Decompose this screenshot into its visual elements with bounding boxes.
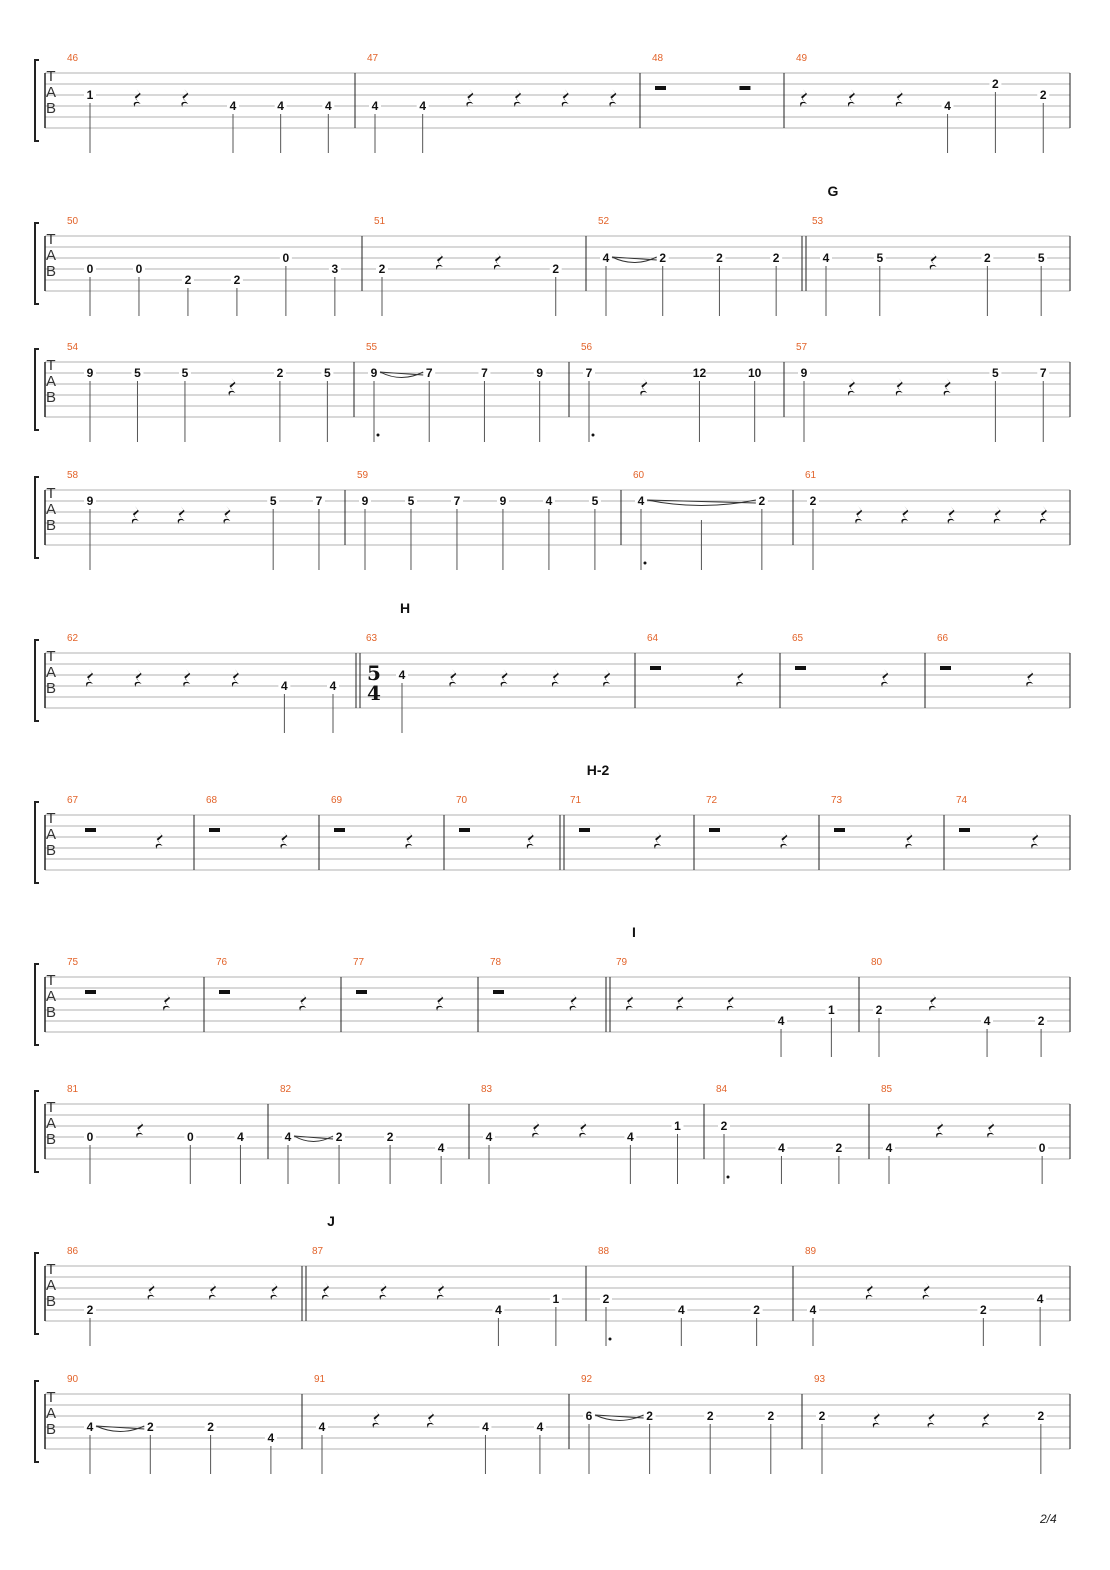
quarter-rest — [936, 1120, 943, 1138]
tab-clef-letter: A — [45, 988, 57, 1005]
quarter-rest — [727, 993, 734, 1011]
measure-number: 88 — [598, 1246, 610, 1257]
system-bracket — [35, 60, 39, 141]
quarter-rest — [373, 1410, 380, 1428]
quarter-rest — [855, 506, 862, 524]
quarter-rest — [178, 506, 185, 524]
page-number: 2/4 — [1040, 1512, 1057, 1526]
quarter-rest — [501, 669, 508, 687]
fret-number: 4 — [281, 679, 288, 693]
measure-number: 78 — [490, 957, 502, 968]
measure-number: 55 — [366, 342, 378, 353]
fret-number: 4 — [495, 1303, 502, 1317]
tab-system — [35, 1374, 1070, 1474]
fret-number: 4 — [482, 1420, 489, 1434]
measure-number: 47 — [367, 53, 379, 64]
measure-number: 46 — [67, 53, 79, 64]
quarter-rest — [736, 669, 743, 687]
tab-clef-letter: A — [45, 826, 57, 843]
measure-number: 50 — [67, 216, 79, 227]
tab-clef-letter: T — [46, 1261, 56, 1278]
system-bracket — [35, 223, 39, 304]
quarter-rest — [405, 831, 412, 849]
fret-number: 2 — [386, 1130, 394, 1144]
quarter-rest — [609, 89, 616, 107]
fret-number: 7 — [425, 366, 433, 380]
tab-clef-letter: B — [45, 842, 57, 859]
fret-number: 7 — [315, 494, 323, 508]
measure-number: 92 — [581, 1374, 593, 1385]
tab-clef-letter: B — [45, 680, 57, 697]
section-marker: H — [399, 600, 411, 616]
fret-number: 5 — [407, 494, 415, 508]
tab-clef-letter: T — [46, 357, 56, 374]
measure-number: 59 — [357, 470, 369, 481]
fret-number: 2 — [809, 494, 817, 508]
quarter-rest — [494, 252, 501, 270]
fret-number: 1 — [828, 1003, 835, 1017]
tab-system — [35, 600, 1070, 733]
quarter-rest — [780, 831, 787, 849]
quarter-rest — [181, 89, 188, 107]
fret-number: 4 — [822, 251, 830, 265]
tab-system — [35, 1213, 1070, 1346]
quarter-rest — [223, 506, 230, 524]
fret-number: 2 — [233, 273, 241, 287]
fret-number: 2 — [772, 251, 780, 265]
quarter-rest — [640, 378, 647, 396]
fret-number: 4 — [1036, 1292, 1044, 1306]
measure-number: 54 — [67, 342, 79, 353]
fret-number: 4 — [437, 1141, 445, 1155]
fret-number: 9 — [800, 366, 808, 380]
tab-system — [35, 53, 1070, 153]
half-rest — [85, 828, 96, 832]
measure-number: 52 — [598, 216, 610, 227]
quarter-rest — [923, 1282, 930, 1300]
fret-number: 2 — [1037, 1409, 1045, 1423]
measure-number: 80 — [871, 957, 883, 968]
quarter-rest — [280, 831, 287, 849]
measure-number: 62 — [67, 633, 79, 644]
tab-clef-letter: B — [45, 263, 57, 280]
measure-number: 91 — [314, 1374, 326, 1385]
fret-number: 7 — [453, 494, 461, 508]
system-bracket — [35, 349, 39, 430]
measure-number: 89 — [805, 1246, 817, 1257]
measure-number: 84 — [716, 1084, 728, 1095]
tab-clef-letter: A — [45, 84, 57, 101]
quarter-rest — [163, 993, 170, 1011]
quarter-rest — [570, 993, 577, 1011]
section-marker: H-2 — [586, 762, 610, 778]
fret-number: 0 — [1038, 1141, 1046, 1155]
fret-number: 9 — [499, 494, 507, 508]
measure-number: 48 — [652, 53, 664, 64]
fret-number: 2 — [992, 77, 999, 91]
quarter-rest — [929, 993, 936, 1011]
rhythm-dot — [377, 434, 380, 437]
tab-clef-letter: B — [45, 1421, 57, 1438]
measure-number: 74 — [956, 795, 968, 806]
measure-number: 87 — [312, 1246, 324, 1257]
quarter-rest — [209, 1282, 216, 1300]
half-rest — [334, 828, 345, 832]
fret-number: 6 — [585, 1409, 593, 1423]
tab-clef-letter: T — [46, 648, 56, 665]
fret-number: 4 — [277, 99, 284, 113]
fret-number: 1 — [552, 1292, 560, 1306]
measure-number: 63 — [366, 633, 378, 644]
fret-number: 2 — [716, 251, 723, 265]
measure-number: 71 — [570, 795, 582, 806]
measure-number: 49 — [796, 53, 808, 64]
quarter-rest — [881, 669, 888, 687]
measure-number: 81 — [67, 1084, 79, 1095]
fret-number: 2 — [835, 1141, 843, 1155]
measure-number: 66 — [937, 633, 949, 644]
quarter-rest — [532, 1120, 539, 1138]
quarter-rest — [901, 506, 908, 524]
quarter-rest — [436, 993, 443, 1011]
fret-number: 4 — [545, 494, 553, 508]
fret-number: 0 — [86, 262, 94, 276]
fret-number: 4 — [627, 1130, 634, 1144]
quarter-rest — [873, 1410, 880, 1428]
half-rest — [459, 828, 470, 832]
tab-clef-letter: T — [46, 68, 56, 85]
quarter-rest — [562, 89, 569, 107]
fret-number: 2 — [276, 366, 284, 380]
fret-number: 2 — [335, 1130, 343, 1144]
tab-clef-letter: A — [45, 1277, 57, 1294]
fret-number: 4 — [237, 1130, 244, 1144]
fret-number: 2 — [86, 1303, 94, 1317]
fret-number: 4 — [485, 1130, 493, 1144]
quarter-rest — [229, 378, 236, 396]
measure-number: 69 — [331, 795, 343, 806]
fret-number: 1 — [674, 1119, 681, 1133]
time-signature-top: 5 — [367, 661, 381, 685]
fret-number: 4 — [944, 99, 951, 113]
half-rest — [85, 990, 96, 994]
fret-number: 4 — [267, 1431, 275, 1445]
tab-clef-letter: B — [45, 1004, 57, 1021]
fret-number: 5 — [324, 366, 331, 380]
half-rest — [579, 828, 590, 832]
system-bracket — [35, 802, 39, 883]
half-rest — [219, 990, 230, 994]
quarter-rest — [1031, 831, 1038, 849]
tab-clef-letter: A — [45, 664, 57, 681]
fret-number: 2 — [646, 1409, 653, 1423]
section-marker: J — [327, 1213, 335, 1229]
half-rest — [356, 990, 367, 994]
fret-number: 2 — [602, 1292, 610, 1306]
quarter-rest — [449, 669, 456, 687]
quarter-rest — [896, 89, 903, 107]
measure-number: 68 — [206, 795, 218, 806]
half-rest — [739, 86, 750, 90]
fret-number: 5 — [876, 251, 884, 265]
quarter-rest — [603, 669, 610, 687]
fret-number: 2 — [753, 1303, 760, 1317]
measure-number: 76 — [216, 957, 228, 968]
fret-number: 4 — [809, 1303, 817, 1317]
quarter-rest — [552, 669, 559, 687]
quarter-rest — [944, 378, 951, 396]
fret-number: 2 — [875, 1003, 883, 1017]
fret-number: 4 — [284, 1130, 292, 1144]
measure-number: 90 — [67, 1374, 79, 1385]
section-marker: I — [632, 924, 636, 940]
measure-number: 65 — [792, 633, 804, 644]
fret-number: 4 — [398, 668, 406, 682]
fret-number: 7 — [1039, 366, 1047, 380]
fret-number: 9 — [86, 366, 94, 380]
fret-number: 2 — [207, 1420, 214, 1434]
quarter-rest — [848, 89, 855, 107]
fret-number: 5 — [181, 366, 189, 380]
quarter-rest — [183, 669, 190, 687]
fret-number: 9 — [536, 366, 544, 380]
fret-number: 4 — [983, 1014, 991, 1028]
tab-clef-letter: T — [46, 810, 56, 827]
measure-number: 70 — [456, 795, 468, 806]
quarter-rest — [928, 1410, 935, 1428]
fret-number: 9 — [361, 494, 369, 508]
half-rest — [834, 828, 845, 832]
measure-number: 77 — [353, 957, 365, 968]
fret-number: 2 — [184, 273, 192, 287]
quarter-rest — [994, 506, 1001, 524]
quarter-rest — [86, 669, 93, 687]
tab-system — [35, 924, 1070, 1057]
half-rest — [209, 828, 220, 832]
measure-number: 61 — [805, 470, 817, 481]
measure-number: 75 — [67, 957, 79, 968]
rhythm-dot — [609, 1338, 612, 1341]
quarter-rest — [148, 1282, 155, 1300]
tab-clef-letter: A — [45, 373, 57, 390]
quarter-rest — [982, 1410, 989, 1428]
measure-number: 56 — [581, 342, 593, 353]
fret-number: 2 — [552, 262, 560, 276]
tab-clef-letter: T — [46, 1389, 56, 1406]
quarter-rest — [800, 89, 807, 107]
tab-clef-letter: B — [45, 389, 57, 406]
quarter-rest — [626, 993, 633, 1011]
tab-system — [35, 1084, 1070, 1184]
measure-number: 73 — [831, 795, 843, 806]
tab-clef-letter: T — [46, 972, 56, 989]
fret-number: 4 — [885, 1141, 893, 1155]
fret-number: 9 — [370, 366, 378, 380]
system-bracket — [35, 1381, 39, 1462]
quarter-rest — [136, 1120, 143, 1138]
measure-number: 83 — [481, 1084, 493, 1095]
tab-clef-letter: B — [45, 517, 57, 534]
fret-number: 0 — [186, 1130, 194, 1144]
tab-clef-letter: A — [45, 1115, 57, 1132]
fret-number: 4 — [371, 99, 379, 113]
fret-number: 2 — [378, 262, 386, 276]
fret-number: 2 — [1039, 88, 1047, 102]
half-rest — [493, 990, 504, 994]
quarter-rest — [654, 831, 661, 849]
fret-number: 1 — [86, 88, 94, 102]
quarter-rest — [930, 252, 937, 270]
fret-number: 5 — [992, 366, 999, 380]
measure-number: 60 — [633, 470, 645, 481]
measure-number: 64 — [647, 633, 659, 644]
tab-clef-letter: T — [46, 1099, 56, 1116]
rhythm-dot — [727, 1176, 730, 1179]
half-rest — [959, 828, 970, 832]
tab-system — [35, 183, 1070, 316]
quarter-rest — [271, 1282, 278, 1300]
fret-number: 4 — [324, 99, 332, 113]
fret-number: 3 — [331, 262, 339, 276]
tab-clef-letter: T — [46, 485, 56, 502]
rhythm-dot — [644, 562, 647, 565]
quarter-rest — [156, 831, 163, 849]
fret-number: 4 — [229, 99, 237, 113]
fret-number: 2 — [1037, 1014, 1045, 1028]
tab-system — [35, 470, 1070, 570]
fret-number: 4 — [777, 1014, 785, 1028]
fret-number: 2 — [146, 1420, 154, 1434]
quarter-rest — [1026, 669, 1033, 687]
measure-number: 79 — [616, 957, 628, 968]
tab-clef-letter: B — [45, 1293, 57, 1310]
quarter-rest — [135, 669, 142, 687]
measure-number: 93 — [814, 1374, 826, 1385]
quarter-rest — [579, 1120, 586, 1138]
fret-number: 2 — [984, 251, 991, 265]
quarter-rest — [436, 252, 443, 270]
tab-system — [35, 762, 1070, 883]
half-rest — [795, 666, 806, 670]
fret-number: 4 — [778, 1141, 785, 1155]
fret-number: 4 — [602, 251, 610, 265]
quarter-rest — [466, 89, 473, 107]
fret-number: 7 — [585, 366, 593, 380]
measure-number: 82 — [280, 1084, 292, 1095]
system-bracket — [35, 1253, 39, 1334]
measure-number: 86 — [67, 1246, 79, 1257]
system-bracket — [35, 640, 39, 721]
fret-number: 10 — [747, 366, 762, 380]
tab-clef-letter: B — [45, 100, 57, 117]
fret-number: 4 — [86, 1420, 94, 1434]
fret-number: 4 — [329, 679, 337, 693]
quarter-rest — [896, 378, 903, 396]
fret-number: 5 — [134, 366, 141, 380]
fret-number: 2 — [720, 1119, 728, 1133]
quarter-rest — [676, 993, 683, 1011]
quarter-rest — [948, 506, 955, 524]
tab-clef-letter: A — [45, 1405, 57, 1422]
half-rest — [709, 828, 720, 832]
measure-number: 57 — [796, 342, 808, 353]
fret-number: 2 — [980, 1303, 987, 1317]
fret-number: 5 — [591, 494, 599, 508]
quarter-rest — [437, 1282, 444, 1300]
fret-number: 2 — [659, 251, 667, 265]
fret-number: 7 — [481, 366, 488, 380]
measure-number: 58 — [67, 470, 79, 481]
system-bracket — [35, 1091, 39, 1172]
tab-system — [35, 342, 1070, 442]
fret-number: 2 — [818, 1409, 826, 1423]
half-rest — [650, 666, 661, 670]
fret-number: 9 — [86, 494, 94, 508]
quarter-rest — [987, 1120, 994, 1138]
measure-number: 51 — [374, 216, 386, 227]
fret-number: 5 — [269, 494, 277, 508]
system-bracket — [35, 477, 39, 558]
quarter-rest — [232, 669, 239, 687]
fret-number: 0 — [282, 251, 290, 265]
fret-number: 4 — [419, 99, 427, 113]
quarter-rest — [905, 831, 912, 849]
quarter-rest — [848, 378, 855, 396]
half-rest — [655, 86, 666, 90]
fret-number: 2 — [706, 1409, 714, 1423]
quarter-rest — [322, 1282, 329, 1300]
quarter-rest — [1040, 506, 1047, 524]
tab-clef-letter: A — [45, 247, 57, 264]
fret-number: 4 — [637, 494, 645, 508]
quarter-rest — [380, 1282, 387, 1300]
fret-number: 0 — [86, 1130, 94, 1144]
fret-number: 5 — [1037, 251, 1045, 265]
fret-number: 4 — [677, 1303, 685, 1317]
tab-clef-letter: A — [45, 501, 57, 518]
tab-clef-letter: T — [46, 231, 56, 248]
quarter-rest — [514, 89, 521, 107]
fret-number: 12 — [692, 366, 707, 380]
fret-number: 2 — [758, 494, 766, 508]
time-signature-bottom: 4 — [367, 681, 381, 705]
system-bracket — [35, 964, 39, 1045]
measure-number: 67 — [67, 795, 79, 806]
fret-number: 0 — [135, 262, 143, 276]
quarter-rest — [527, 831, 534, 849]
section-marker: G — [827, 183, 839, 199]
tab-clef-letter: B — [45, 1131, 57, 1148]
quarter-rest — [427, 1410, 434, 1428]
fret-number: 4 — [318, 1420, 326, 1434]
half-rest — [940, 666, 951, 670]
measure-number: 85 — [881, 1084, 893, 1095]
fret-number: 2 — [767, 1409, 775, 1423]
quarter-rest — [866, 1282, 873, 1300]
quarter-rest — [299, 993, 306, 1011]
measure-number: 72 — [706, 795, 718, 806]
fret-number: 4 — [536, 1420, 544, 1434]
rhythm-dot — [592, 434, 595, 437]
quarter-rest — [132, 506, 139, 524]
quarter-rest — [134, 89, 141, 107]
measure-number: 53 — [812, 216, 824, 227]
